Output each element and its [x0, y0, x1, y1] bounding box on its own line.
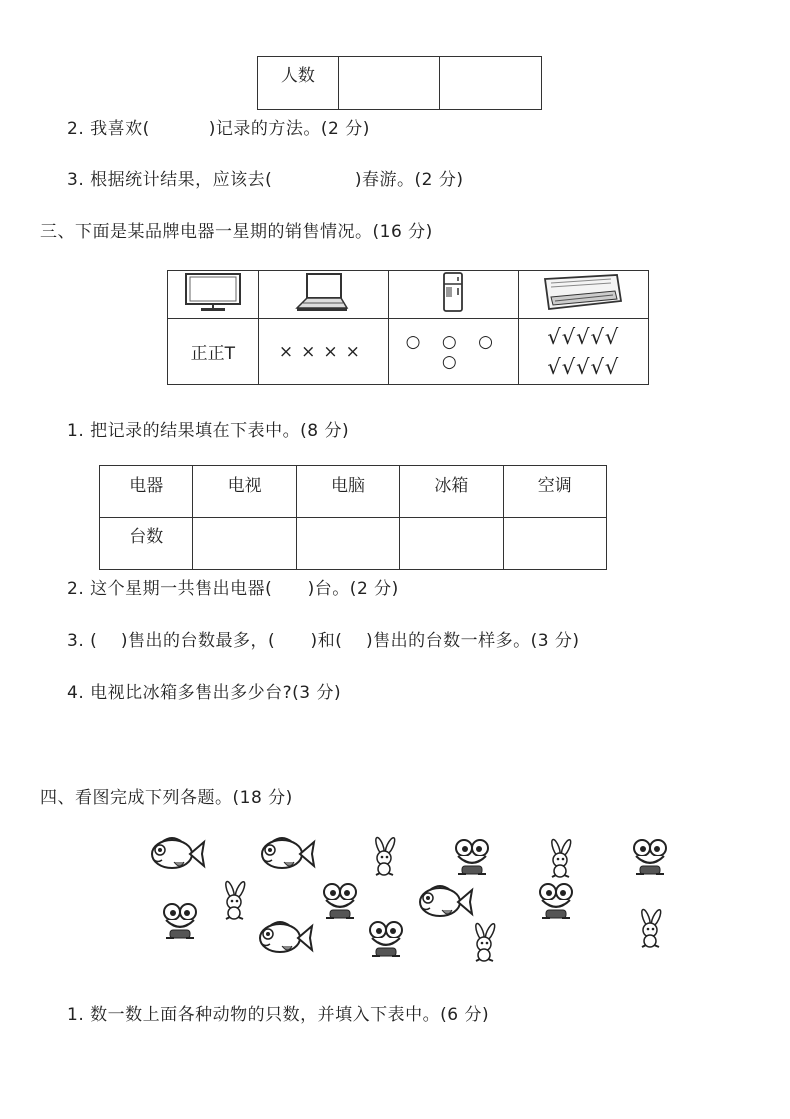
- fill-table-answer-cell[interactable]: [193, 518, 296, 570]
- section-3-title: 三、下面是某品牌电器一星期的销售情况。(16 分): [40, 222, 433, 242]
- sales-fill-table: [99, 465, 607, 570]
- fill-table-answer-cell[interactable]: [503, 518, 606, 570]
- fill-table-header: 电视: [193, 466, 296, 518]
- fridge-marks: ○ ○ ○ ○: [389, 319, 519, 385]
- frog-icon: [324, 884, 356, 918]
- animals-picture: [140, 828, 700, 968]
- fridge-icon: [389, 271, 519, 319]
- fish-icon: [262, 838, 314, 868]
- question-2-3: 3. 根据统计结果，应该去( )春游。(2 分): [67, 170, 464, 190]
- fill-table-header: 冰箱: [400, 466, 503, 518]
- tv-icon: [168, 271, 259, 319]
- top-table-cell[interactable]: [440, 57, 542, 110]
- question-2-2: 2. 我喜欢( )记录的方法。(2 分): [67, 119, 370, 139]
- fill-table-answer-cell[interactable]: [400, 518, 503, 570]
- frog-icon: [540, 884, 572, 918]
- fill-table-header: 空调: [503, 466, 606, 518]
- section-4-title: 四、看图完成下列各题。(18 分): [40, 788, 293, 808]
- fish-icon: [152, 838, 204, 868]
- frog-icon: [634, 840, 666, 874]
- sales-record-table: [167, 270, 649, 385]
- fill-table-row-label: 台数: [100, 518, 193, 570]
- tv-tally: 正正T: [168, 319, 259, 385]
- fill-table-header: 电器: [100, 466, 193, 518]
- question-3-2: 2. 这个星期一共售出电器( )台。(2 分): [67, 579, 399, 599]
- air-conditioner-marks: [518, 319, 648, 385]
- air-conditioner-icon: [518, 271, 648, 319]
- checks-row-1: √√√√√: [547, 324, 620, 349]
- top-table-row-label: 人数: [258, 57, 339, 110]
- rabbit-icon: [224, 881, 246, 919]
- question-3-4: 4. 电视比冰箱多售出多少台?(3 分): [67, 683, 342, 703]
- fish-icon: [260, 922, 312, 952]
- fill-table-answer-cell[interactable]: [296, 518, 399, 570]
- question-3-3: 3. ( )售出的台数最多，( )和( )售出的台数一样多。(3 分): [67, 631, 580, 651]
- fill-table-header: 电脑: [296, 466, 399, 518]
- rabbit-icon: [474, 923, 496, 961]
- fish-icon: [420, 886, 472, 916]
- checks-row-2: √√√√√: [547, 354, 620, 379]
- rabbit-icon: [374, 837, 396, 875]
- question-4-1: 1. 数一数上面各种动物的只数，并填入下表中。(6 分): [67, 1005, 490, 1025]
- frog-icon: [456, 840, 488, 874]
- top-table-cell[interactable]: [338, 57, 440, 110]
- frog-icon: [164, 904, 196, 938]
- laptop-marks: ××××: [258, 319, 388, 385]
- top-table: [257, 56, 542, 110]
- laptop-icon: [258, 271, 388, 319]
- rabbit-icon: [550, 839, 572, 877]
- frog-icon: [370, 922, 402, 956]
- rabbit-icon: [640, 909, 662, 947]
- question-3-1: 1. 把记录的结果填在下表中。(8 分): [67, 421, 350, 441]
